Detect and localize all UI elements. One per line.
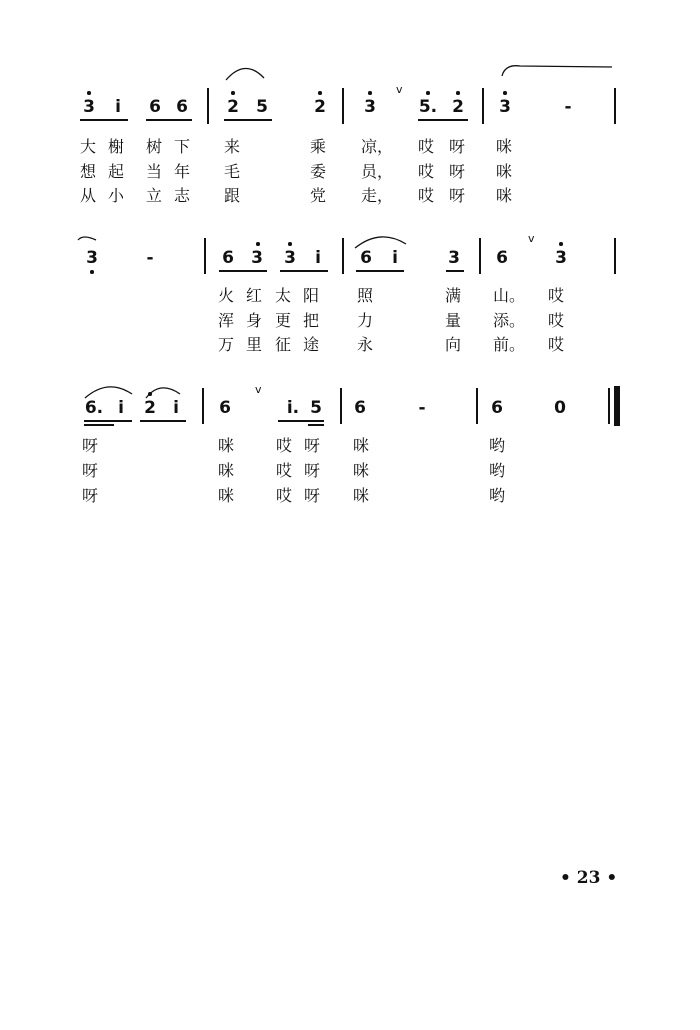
bar-line: [207, 88, 209, 124]
lyric-char: 呀: [82, 461, 99, 480]
lyric-char: 咪: [353, 461, 370, 480]
beam-underline: [140, 420, 186, 422]
lyric-char: 更: [275, 311, 292, 330]
lyric-char: 哎: [548, 286, 565, 305]
lyric-char: 员，: [361, 162, 394, 181]
lyric-char: 呀: [82, 486, 99, 505]
lyric-char: 永: [357, 335, 374, 354]
lyric-char: 树: [146, 137, 163, 156]
low-octave-dot: [90, 270, 94, 274]
beam-underline: [224, 119, 272, 121]
lyric-char: 走，: [361, 186, 394, 205]
beam-underline: [356, 270, 404, 272]
lyric-char: 毛: [224, 162, 241, 181]
bar-line: [342, 238, 344, 274]
final-bar-line-thick: [614, 386, 620, 426]
note: 6.: [84, 398, 104, 418]
high-octave-dot: [368, 91, 372, 95]
bar-line: [202, 388, 204, 424]
lyric-char: 太: [275, 286, 292, 305]
lyric-char: 乘: [310, 137, 327, 156]
beam-underline: [84, 424, 114, 426]
beam-underline: [219, 270, 267, 272]
lyric-char: 哎: [276, 461, 293, 480]
lyric-char: 咪: [353, 486, 370, 505]
lyric-char: 下: [174, 137, 191, 156]
beam-underline: [308, 424, 324, 426]
lyric-char: 哎: [418, 137, 435, 156]
lyric-char: 浑: [218, 311, 235, 330]
lyric-char: 咪: [496, 186, 513, 205]
bar-line: [614, 88, 616, 124]
note: 3: [284, 248, 296, 268]
page-number: • 23 •: [560, 868, 618, 888]
note: 3: [86, 248, 98, 268]
lyric-char: 添。: [493, 311, 526, 330]
note: -: [146, 248, 154, 268]
lyric-char: 哟: [489, 486, 506, 505]
note: 3: [499, 97, 511, 117]
note: 2: [314, 97, 326, 117]
lyric-char: 起: [108, 162, 125, 181]
lyric-char: 从: [80, 186, 97, 205]
note: 3: [364, 97, 376, 117]
high-octave-dot: [426, 91, 430, 95]
lyric-char: 想: [80, 162, 97, 181]
lyric-char: 万: [218, 335, 235, 354]
lyric-char: 咪: [496, 137, 513, 156]
note: 3: [555, 248, 567, 268]
lyric-char: 来: [224, 137, 241, 156]
lyric-char: 呀: [82, 436, 99, 455]
beam-underline: [84, 420, 132, 422]
lyric-char: 哎: [276, 486, 293, 505]
bar-line: [204, 238, 206, 274]
lyric-char: 力: [357, 311, 374, 330]
lyric-char: 咪: [218, 461, 235, 480]
beam-underline: [418, 119, 468, 121]
lyric-char: 小: [108, 186, 125, 205]
note: 6: [360, 248, 372, 268]
lyric-char: 当: [146, 162, 163, 181]
lyric-char: 身: [246, 311, 263, 330]
high-octave-dot: [456, 91, 460, 95]
high-octave-dot: [288, 242, 292, 246]
lyric-char: 立: [146, 186, 163, 205]
lyric-char: 前。: [493, 335, 526, 354]
note: 3: [251, 248, 263, 268]
high-octave-dot: [559, 242, 563, 246]
lyric-char: 向: [445, 335, 462, 354]
lyric-char: 哎: [418, 162, 435, 181]
note: 6: [491, 398, 503, 418]
lyric-char: 哟: [489, 461, 506, 480]
lyric-char: 火: [218, 286, 235, 305]
note: -: [564, 97, 572, 117]
lyric-char: 征: [275, 335, 292, 354]
note: 5.: [418, 97, 438, 117]
lyric-char: 咪: [218, 436, 235, 455]
beam-underline: [280, 270, 328, 272]
note: i: [118, 398, 124, 418]
lyric-char: 党: [310, 186, 327, 205]
note: 6: [219, 398, 231, 418]
note: i: [115, 97, 121, 117]
breath-mark: v: [396, 83, 403, 96]
breath-mark: v: [528, 232, 535, 245]
lyric-char: 红: [246, 286, 263, 305]
lyric-char: 把: [303, 311, 320, 330]
note: -: [418, 398, 426, 418]
lyric-char: 哎: [548, 311, 565, 330]
note: 2: [144, 398, 156, 418]
bar-line: [476, 388, 478, 424]
lyric-char: 跟: [224, 186, 241, 205]
breath-mark: v: [255, 383, 262, 396]
lyric-char: 咪: [353, 436, 370, 455]
lyric-char: 咪: [218, 486, 235, 505]
high-octave-dot: [318, 91, 322, 95]
lyric-char: 哟: [489, 436, 506, 455]
lyric-char: 呀: [449, 162, 466, 181]
note: 2: [227, 97, 239, 117]
lyric-char: 咪: [496, 162, 513, 181]
lyric-char: 呀: [304, 436, 321, 455]
lyric-char: 哎: [548, 335, 565, 354]
note: 2: [452, 97, 464, 117]
bar-line: [482, 88, 484, 124]
lyric-char: 呀: [304, 486, 321, 505]
lyric-char: 途: [303, 335, 320, 354]
note: i: [173, 398, 179, 418]
beam-underline: [80, 119, 128, 121]
lyric-char: 呀: [449, 186, 466, 205]
note: 5: [310, 398, 322, 418]
bar-line: [340, 388, 342, 424]
high-octave-dot: [148, 392, 152, 396]
beam-underline: [446, 270, 464, 272]
note: 3: [448, 248, 460, 268]
lyric-char: 榭: [108, 137, 125, 156]
lyric-char: 委: [310, 162, 327, 181]
final-bar-line-thin: [608, 388, 610, 424]
note: i.: [286, 398, 300, 418]
beam-underline: [146, 119, 192, 121]
note: 3: [83, 97, 95, 117]
lyric-char: 哎: [418, 186, 435, 205]
high-octave-dot: [231, 91, 235, 95]
note: 6: [496, 248, 508, 268]
lyric-char: 阳: [303, 286, 320, 305]
note: 0: [554, 398, 566, 418]
beam-underline: [278, 420, 324, 422]
high-octave-dot: [256, 242, 260, 246]
lyric-char: 凉，: [361, 137, 394, 156]
lyric-char: 量: [445, 311, 462, 330]
note: 5: [256, 97, 268, 117]
high-octave-dot: [503, 91, 507, 95]
high-octave-dot: [87, 91, 91, 95]
note: 6: [222, 248, 234, 268]
lyric-char: 呀: [449, 137, 466, 156]
lyric-char: 里: [246, 335, 263, 354]
lyric-char: 照: [357, 286, 374, 305]
note: 6: [176, 97, 188, 117]
lyric-char: 年: [174, 162, 191, 181]
note: i: [315, 248, 321, 268]
bar-line: [342, 88, 344, 124]
lyric-char: 大: [80, 137, 97, 156]
lyric-char: 山。: [493, 286, 526, 305]
bar-line: [614, 238, 616, 274]
note: 6: [149, 97, 161, 117]
lyric-char: 满: [445, 286, 462, 305]
lyric-char: 呀: [304, 461, 321, 480]
note: i: [392, 248, 398, 268]
lyric-char: 志: [174, 186, 191, 205]
note: 6: [354, 398, 366, 418]
bar-line: [479, 238, 481, 274]
lyric-char: 哎: [276, 436, 293, 455]
